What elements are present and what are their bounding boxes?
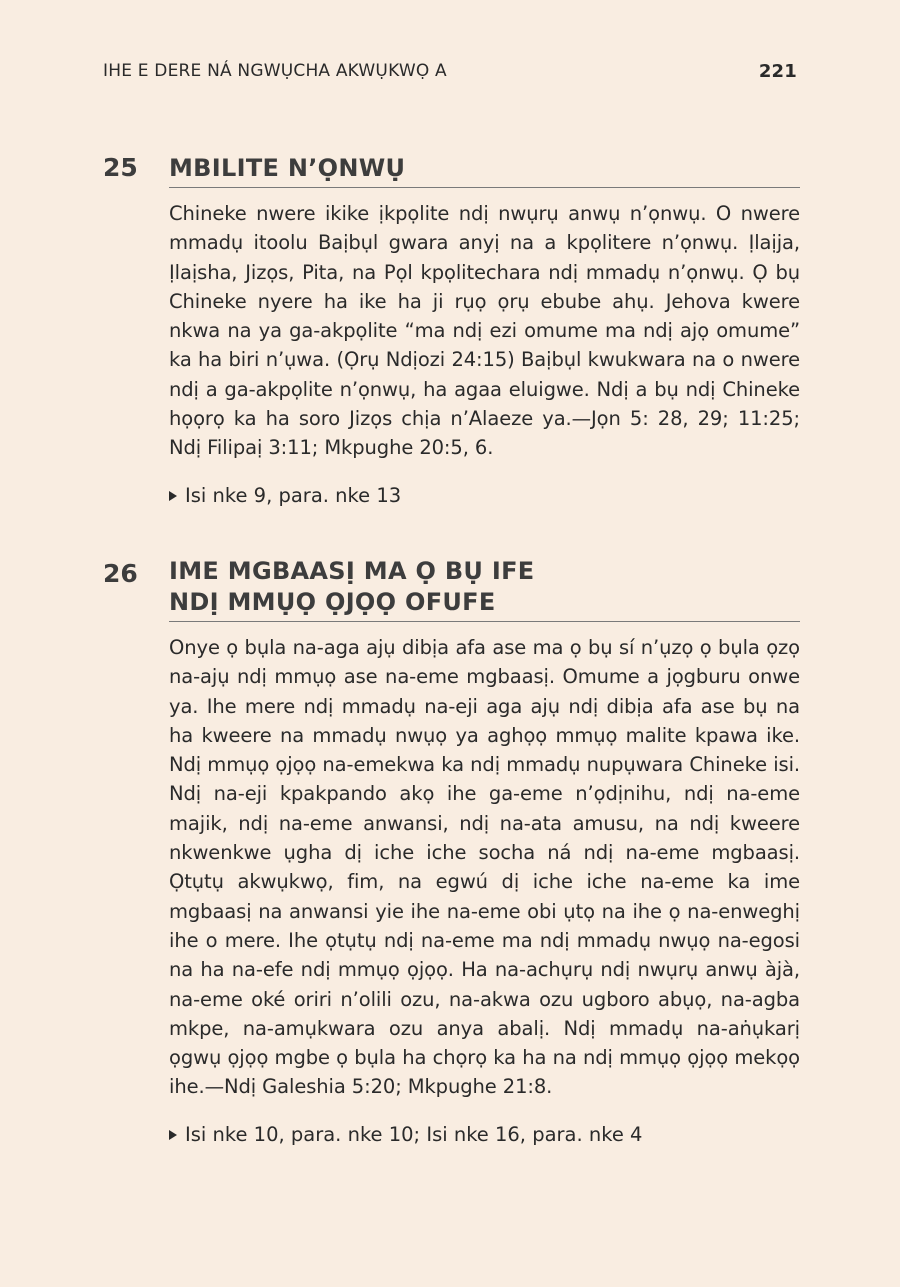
section-heading xyxy=(103,153,800,188)
page-number: 221 xyxy=(758,60,797,82)
section-paragraph: Chineke nwere ikike ịkpọlite ndị nwụrụ anwụ n’ọnwụ. O nwere mmadụ itoolu Baịbụl gwara anyị na a kpọlitere n’ọnwụ. Ịlaịja, Ịlaịsha, Jizọs, Pita, na Pọl kpọlitechara ndị mmadụ n’ọnwụ. Ọ bụ Chineke nyere ha ike ha ji rụọ ọrụ ebube ahụ. Jehova kwere nkwa na ya ga-akpọlite “ma ndị ezi omume ma ndị ajọ omume” ka ha biri n’ụwa. (Ọrụ Ndịozi 24:15) Baịbụl kwukwara na o nwere ndị a ga-akpọlite n’ọnwụ, ha agaa eluigwe. Ndị a bụ ndị Chineke họọrọ ka ha soro Jizọs chịa n’Alaeze ya.—Jọn 5: 28, 29; 11:25; Ndị Filipaị 3:11; Mkpughe 20:5, 6. xyxy=(169,202,800,460)
section-title: MBILITE N’ỌNWỤ xyxy=(169,154,406,182)
section-paragraph: Onye ọ bụla na-aga ajụ dibịa afa ase ma ọ bụ sí n’ụzọ ọ bụla ọzọ na-ajụ ndị mmụọ ase na-eme mgbaasị. Omume a jọgburu onwe ya. Ihe mere ndị mmadụ na-eji aga ajụ ndị dibịa afa ase bụ na ha kweere na mmadụ nwụọ ya aghọọ mmụọ malite kpawa ike. Ndị mmụọ ọjọọ na-emekwa ka ndị mmadụ nupụwara Chineke isi. Ndị na-eji kpakpando akọ ihe ga-eme n’ọdịnihu, ndị na-eme majik, ndị na-eme anwansi, ndị na-ata amusu, na ndị kweere nkwenkwe ụgha dị iche iche socha ná ndị na-eme mgbaasị. Ọtụtụ akwụkwọ, fim, na egwú dị iche iche na-eme ka ime mgbaasị na anwansi yie ihe na-eme obi ụtọ na ihe ọ na-enweghị ihe o mere. Ihe ọtụtụ ndị na-eme ma ndị mmadụ nwụọ na-egosi na ha na-efe ndị mmụọ ọjọọ. Ha na-achụrụ ndị nwụrụ anwụ àjà, na-eme oké oriri n’olili ozu, na-akwa ozu ugboro abụọ, na-agba mkpe, na-amụkwara ozu anya abalị. Ndị mmadụ na-aṅụkarị ọgwụ ọjọọ mgbe ọ bụla ha chọrọ ka ha na ndị mmụọ ọjọọ mekọọ ihe.—Ndị Galeshia 5:20; Mkpughe 21:8. xyxy=(169,636,800,1099)
section-body xyxy=(169,633,800,1102)
cross-reference-text: Isi nke 10, para. nke 10; Isi nke 16, para. nke 4 xyxy=(185,1122,643,1146)
section-heading xyxy=(103,556,800,622)
page-header xyxy=(103,58,797,84)
cross-reference xyxy=(169,1121,800,1149)
section-title-rule xyxy=(169,153,800,188)
section-title-rule xyxy=(169,556,800,622)
section-number: 26 xyxy=(103,559,138,588)
running-title: IHE E DERE NÁ NGWỤCHA AKWỤKWỌ A xyxy=(103,61,447,81)
section-title-line-2: NDỊ MMỤỌ ỌJỌỌ OFUFE xyxy=(169,588,496,616)
section-25 xyxy=(103,153,800,510)
section-number: 25 xyxy=(103,153,138,182)
triangle-right-icon xyxy=(169,1130,177,1140)
cross-reference-text: Isi nke 9, para. nke 13 xyxy=(185,483,402,507)
section-title-line-1: IME MGBAASỊ MA Ọ BỤ IFE xyxy=(169,557,535,585)
cross-reference xyxy=(169,482,800,510)
section-26 xyxy=(103,556,800,1149)
triangle-right-icon xyxy=(169,491,177,501)
section-body xyxy=(169,199,800,463)
